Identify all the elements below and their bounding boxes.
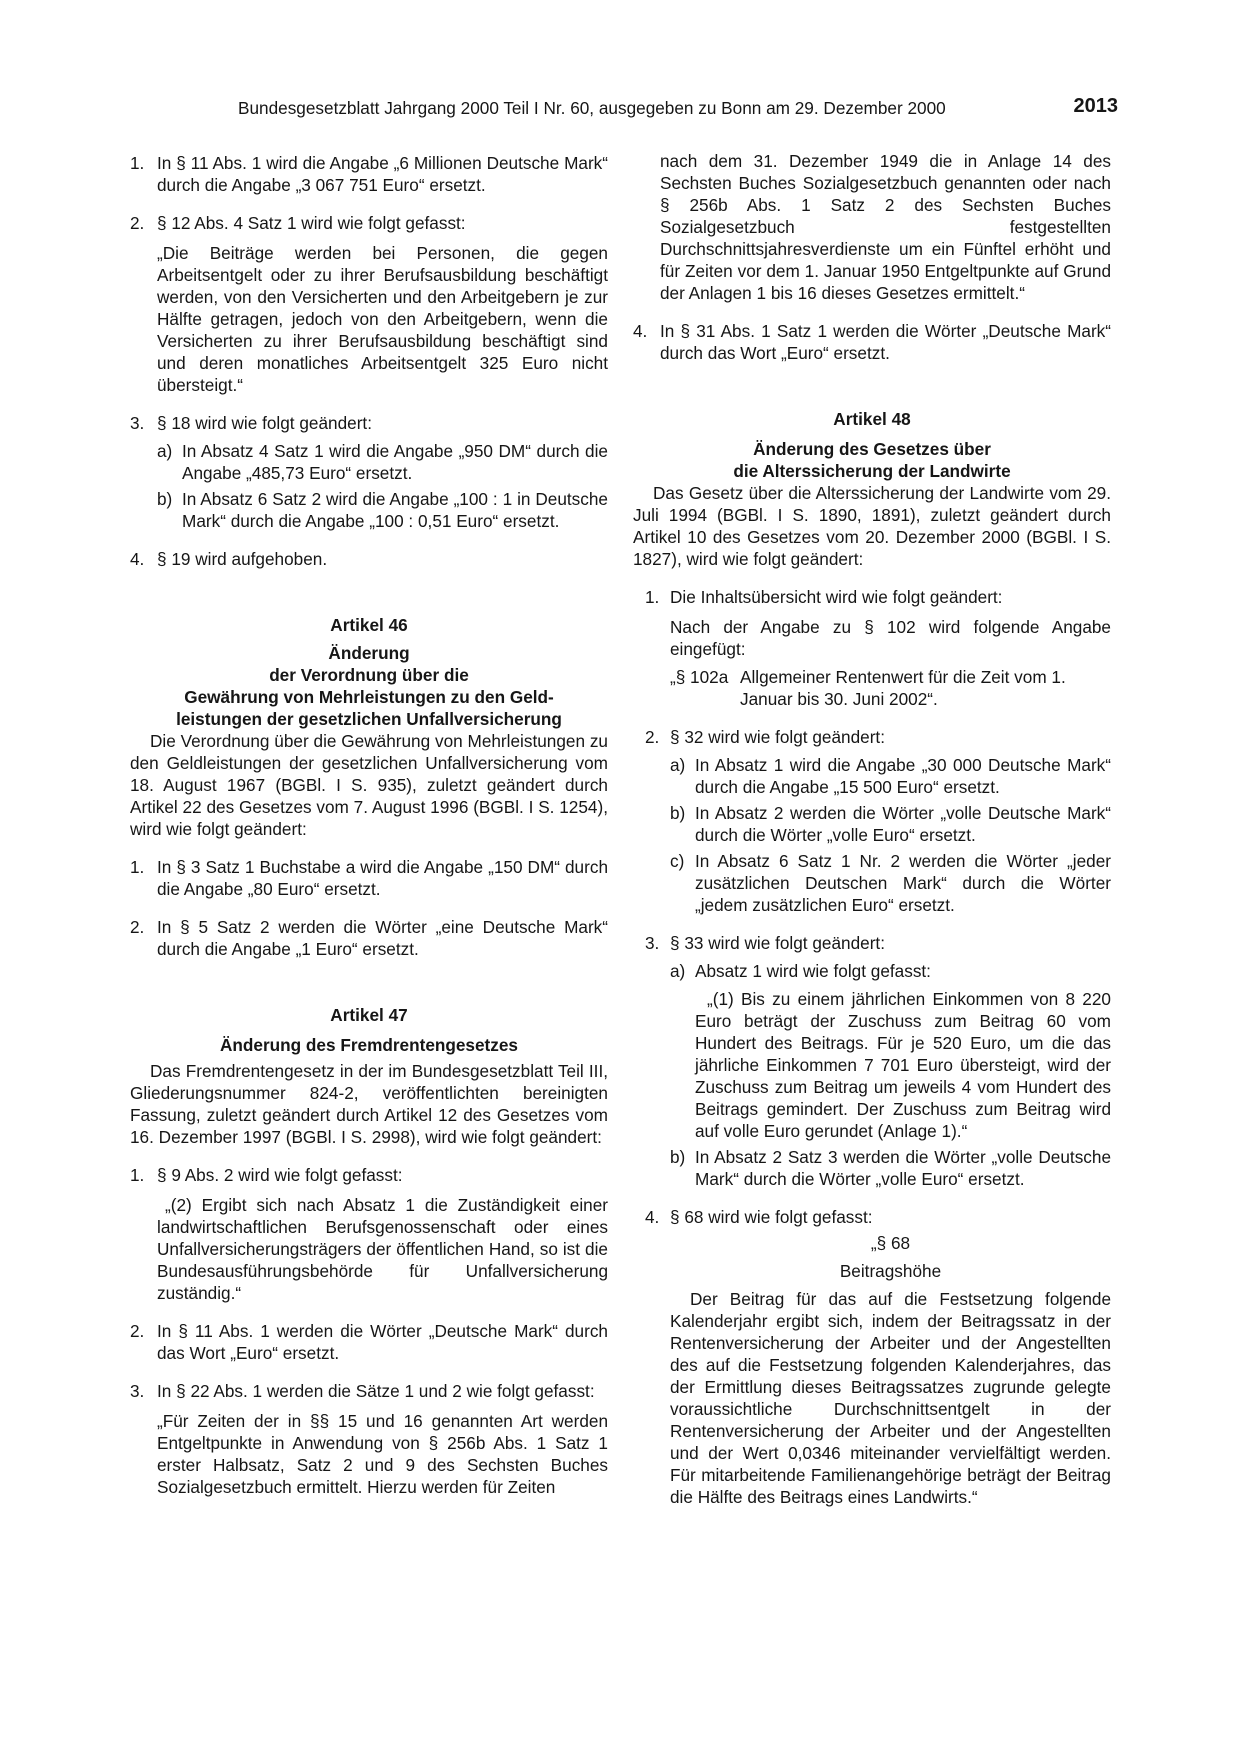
quote-text: „Für Zeiten der in §§ 15 und 16 genannten Art werden Entgeltpunkte in Anwendung von § 256b Abs. 1 Satz 1 erster Halbsatz, Satz 2 und 9 des Sechsten Buches Sozialgesetzbuch ermittelt. Hierzu werden für Zeiten bbox=[157, 1411, 608, 1497]
article-intro: Die Verordnung über die Gewährung von Mehrleistungen zu den Geldleistungen der gesetzlichen Unfallversicherung vom 18. August 1967 (BGBl. I S. 935), zuletzt geändert durch Artikel 22 des Gesetzes vom 7. August 1996 (BGBl. I S. 1254), wird wie folgt geändert: bbox=[130, 731, 608, 839]
list-item bbox=[130, 548, 608, 570]
list-item bbox=[130, 1164, 608, 1186]
item-text: § 12 Abs. 4 Satz 1 wird wie folgt gefasst: bbox=[157, 213, 466, 233]
list-item bbox=[130, 916, 608, 960]
sub-label: b) bbox=[670, 803, 686, 823]
section-body: Der Beitrag für das auf die Festsetzung folgende Kalenderjahr ergibt sich, indem der Beitragssatz in der Rentenversicherung der Arbeiter und der Angestellten des auf die Festsetzung folgenden Kalenderjahres, das der Ermittlung dieses Beitragssatzes zugrunde gelegte voraussichtliche Durchschnittsentgelt in der Rentenversicherung der Arbeiter und der Angestellten und der Wert 0,0346 miteinander vervielfältigt werden. Für mitarbeitende Familienangehörige beträgt der Beitrag die Hälfte des Beitrags eines Landwirts.“ bbox=[670, 1289, 1111, 1507]
list-item bbox=[645, 586, 1111, 608]
article-heading: Änderung des Fremdrentengesetzes bbox=[220, 1035, 518, 1055]
item-text: Die Inhaltsübersicht wird wie folgt geändert: bbox=[670, 587, 1003, 607]
toc-symbol: „§ 102a bbox=[670, 667, 729, 687]
item-text: In § 22 Abs. 1 werden die Sätze 1 und 2 wie folgt gefasst: bbox=[157, 1381, 595, 1401]
quote-text: „Die Beiträge werden bei Personen, die gegen Arbeitsentgelt oder zu ihrer Berufsausbildung beschäftigt werden, von den Versicherten und den Arbeitgebern je zur Hälfte getragen, jedoch von den Arbeitgebern, wenn die Versicherten zu ihrer Berufsausbildung beschäftigt sind und deren monatliches Arbeitsentgelt 325 Euro nicht übersteigt.“ bbox=[157, 243, 608, 395]
item-number: 2. bbox=[130, 213, 145, 233]
article-title: Artikel 47 bbox=[330, 1005, 408, 1025]
list-item bbox=[130, 212, 608, 234]
quote-continuation: nach dem 31. Dezember 1949 die in Anlage 14 des Sechsten Buches Sozialgesetzbuch genannten oder nach § 256b Abs. 1 Satz 2 des Sechsten Buches Sozialgesetzbuch festgestellten Durchschnittsjahresverdienste um ein Fünftel erhöht und für Zeiten vor dem 1. Januar 1950 Entgeltpunkte auf Grund der Anlagen 1 bis 16 dieses Gesetzes ermittelt.“ bbox=[660, 151, 1111, 303]
list-item bbox=[645, 726, 1111, 748]
item-text: In § 11 Abs. 1 werden die Wörter „Deutsche Mark“ durch das Wort „Euro“ ersetzt. bbox=[157, 1321, 608, 1363]
sub-label: b) bbox=[670, 1147, 686, 1167]
sub-label: b) bbox=[157, 489, 173, 509]
article-heading: Gewährung von Mehrleistungen zu den Geld- bbox=[184, 687, 554, 707]
toc-entry bbox=[670, 666, 1111, 710]
article-heading: Änderung des Gesetzes über bbox=[753, 439, 991, 459]
sub-text: In Absatz 2 Satz 3 werden die Wörter „volle Deutsche Mark“ durch die Wörter „volle Euro“ ersetzt. bbox=[695, 1147, 1111, 1189]
list-item bbox=[645, 1206, 1111, 1228]
list-item bbox=[130, 152, 608, 196]
list-item bbox=[130, 1380, 608, 1402]
quote-text: „(1) Bis zu einem jährlichen Einkommen von 8 220 Euro beträgt der Zuschuss zum Beitrag 60 vom Hundert des Beitrags. Für je 520 Euro, um die das jährliche Einkommen 7 701 Euro übersteigt, wird der Zuschuss zum Beitrag um jeweils 4 vom Hundert des Beitrags gemindert. Der Zuschuss zum Beitrag wird auf volle Euro gerundet (Anlage 1).“ bbox=[695, 989, 1111, 1141]
sub-label: a) bbox=[670, 961, 686, 981]
item-text: § 9 Abs. 2 wird wie folgt gefasst: bbox=[157, 1165, 403, 1185]
section-heading: Beitragshöhe bbox=[839, 1261, 942, 1281]
sub-text: In Absatz 6 Satz 2 wird die Angabe „100 : 1 in Deutsche Mark“ durch die Angabe „100 : 0,51 Euro“ ersetzt. bbox=[182, 489, 608, 531]
sub-text: Absatz 1 wird wie folgt gefasst: bbox=[695, 961, 931, 981]
item-text: § 19 wird aufgehoben. bbox=[157, 549, 328, 569]
item-text: § 33 wird wie folgt geändert: bbox=[670, 933, 885, 953]
header-text: Bundesgesetzblatt Jahrgang 2000 Teil I Nr. 60, ausgegeben zu Bonn am 29. Dezember 2000 bbox=[238, 98, 946, 118]
item-text: In § 31 Abs. 1 Satz 1 werden die Wörter „Deutsche Mark“ durch das Wort „Euro“ ersetzt. bbox=[660, 321, 1111, 363]
list-item bbox=[130, 1320, 608, 1364]
sub-label: a) bbox=[157, 441, 173, 461]
sub-item bbox=[670, 850, 1111, 916]
section-symbol: „§ 68 bbox=[870, 1233, 911, 1253]
item-number: 3. bbox=[130, 413, 145, 433]
article-intro: Das Gesetz über die Alterssicherung der Landwirte vom 29. Juli 1994 (BGBl. I S. 1890, 1891), zuletzt geändert durch Artikel 10 des Gesetzes vom 20. Dezember 2000 (BGBl. I S. 1827), wird wie folgt geändert: bbox=[633, 483, 1111, 569]
item-number: 4. bbox=[633, 321, 648, 341]
article-intro: Das Fremdrentengesetz in der im Bundesgesetzblatt Teil III, Gliederungsnummer 824-2, veröffentlichten bereinigten Fassung, zuletzt geändert durch Artikel 12 des Gesetzes vom 16. Dezember 1997 (BGBl. I S. 2998), wird wie folgt geändert: bbox=[130, 1061, 608, 1147]
item-number: 2. bbox=[130, 1321, 145, 1341]
item-number: 3. bbox=[645, 933, 660, 953]
article-heading: leistungen der gesetzlichen Unfallversicherung bbox=[176, 709, 562, 729]
article-heading: Änderung bbox=[328, 643, 410, 663]
sub-item bbox=[670, 960, 1111, 982]
right-column bbox=[633, 150, 1111, 1508]
item-number: 1. bbox=[130, 1165, 145, 1185]
sub-text: In Absatz 4 Satz 1 wird die Angabe „950 DM“ durch die Angabe „485,73 Euro“ ersetzt. bbox=[182, 441, 608, 483]
sub-item bbox=[670, 802, 1111, 846]
item-number: 1. bbox=[645, 587, 660, 607]
list-item bbox=[633, 320, 1111, 364]
item-text: § 32 wird wie folgt geändert: bbox=[670, 727, 885, 747]
sub-item bbox=[157, 440, 608, 484]
list-item bbox=[645, 932, 1111, 954]
item-number: 1. bbox=[130, 857, 145, 877]
sub-text: In Absatz 6 Satz 1 Nr. 2 werden die Wörter „jeder zusätzlichen Deutschen Mark“ durch die Wörter „jedem zusätzlichen Euro“ ersetzt. bbox=[695, 851, 1111, 915]
item-text: In § 3 Satz 1 Buchstabe a wird die Angabe „150 DM“ durch die Angabe „80 Euro“ ersetzt. bbox=[157, 857, 608, 899]
article-heading: die Alterssicherung der Landwirte bbox=[733, 461, 1011, 481]
sub-label: c) bbox=[670, 851, 685, 871]
item-number: 2. bbox=[645, 727, 660, 747]
list-item bbox=[130, 412, 608, 434]
article-title: Artikel 48 bbox=[833, 409, 911, 429]
item-text: In § 5 Satz 2 werden die Wörter „eine Deutsche Mark“ durch die Angabe „1 Euro“ ersetzt. bbox=[157, 917, 608, 959]
article-heading: der Verordnung über die bbox=[269, 665, 469, 685]
sub-label: a) bbox=[670, 755, 686, 775]
sub-item bbox=[157, 488, 608, 532]
page-number: 2013 bbox=[1073, 95, 1118, 117]
sub-text: In Absatz 1 wird die Angabe „30 000 Deutsche Mark“ durch die Angabe „15 500 Euro“ ersetzt. bbox=[695, 755, 1111, 797]
item-text: In § 11 Abs. 1 wird die Angabe „6 Millionen Deutsche Mark“ durch die Angabe „3 067 751 Euro“ ersetzt. bbox=[157, 153, 608, 195]
body-text: Nach der Angabe zu § 102 wird folgende Angabe eingefügt: bbox=[670, 617, 1111, 659]
article-title: Artikel 46 bbox=[330, 615, 408, 635]
sub-item bbox=[670, 1146, 1111, 1190]
item-number: 4. bbox=[645, 1207, 660, 1227]
left-column bbox=[130, 152, 608, 1498]
sub-text: In Absatz 2 werden die Wörter „volle Deutsche Mark“ durch die Wörter „volle Euro“ ersetzt. bbox=[695, 803, 1111, 845]
item-text: § 18 wird wie folgt geändert: bbox=[157, 413, 372, 433]
item-number: 2. bbox=[130, 917, 145, 937]
quote-text: „(2) Ergibt sich nach Absatz 1 die Zuständigkeit einer landwirtschaftlichen Berufsgenossenschaft oder eines Unfallversicherungsträgers der öffentlichen Hand, so ist die Bundesausführungsbehörde für Unfallversicherung zuständig.“ bbox=[157, 1195, 608, 1303]
sub-item bbox=[670, 754, 1111, 798]
toc-text: Allgemeiner Rentenwert für die Zeit vom 1. Januar bis 30. Juni 2002“. bbox=[740, 667, 1066, 709]
item-number: 4. bbox=[130, 549, 145, 569]
page-header bbox=[238, 95, 1118, 124]
item-number: 3. bbox=[130, 1381, 145, 1401]
list-item bbox=[130, 856, 608, 900]
item-text: § 68 wird wie folgt gefasst: bbox=[670, 1207, 873, 1227]
item-number: 1. bbox=[130, 153, 145, 173]
